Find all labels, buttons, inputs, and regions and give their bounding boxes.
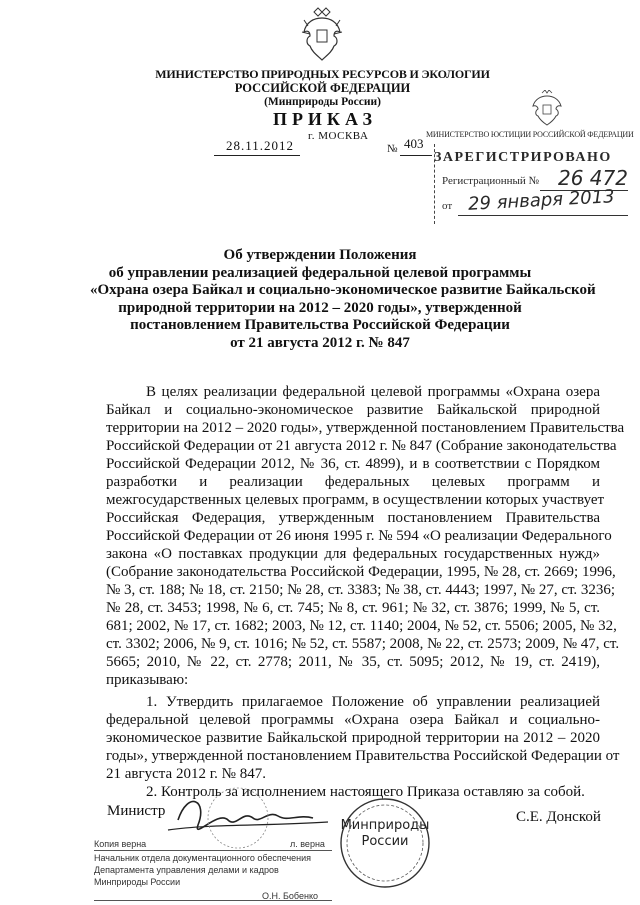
cert-copy-right: л. верна — [290, 839, 325, 849]
title-line: от 21 августа 2012 г. № 847 — [230, 334, 410, 351]
ministry-name-line1: МИНИСТЕРСТВО ПРИРОДНЫХ РЕСУРСОВ И ЭКОЛОГИИ — [155, 67, 490, 81]
stamp-ministry: МИНИСТЕРСТВО ЮСТИЦИИ РОССИЙСКОЙ ФЕДЕРАЦИИ — [426, 130, 634, 139]
stamp-date-underline — [458, 215, 628, 216]
cert-divider — [94, 850, 332, 851]
cert-copy-label: Копия верна — [94, 839, 147, 849]
body-line: 5665; 2010, № 22, ст. 2778; 2011, № 35, ст. 5095; 2012, № 19, ст. 2419), — [106, 654, 600, 670]
item1-line: федеральной целевой программы «Охрана озера Байкал и социально- — [106, 712, 600, 728]
cert-line: Департамента управления делами и кадров — [94, 865, 279, 875]
signer-position: Министр — [107, 803, 166, 819]
body-line: Российской Федерации 2012, № 36, ст. 4899), и в соответствии с Порядком — [106, 456, 600, 472]
order-number: 403 — [404, 136, 424, 151]
round-stamp-line2: России — [361, 834, 409, 849]
item1-line: экономическое развитие Байкальской природной территории на 2012 – 2020 — [106, 730, 600, 746]
cert-signer: О.Н. Бобенко — [262, 891, 318, 901]
body-line: (Собрание законодательства Российской Федерации, 1995, № 28, ст. 2669; 1996, — [106, 564, 616, 580]
order-city: г. МОСКВА — [308, 130, 369, 142]
body-line: ст. 3302; 2006, № 9, ст. 1016; № 52, ст. 5587; 2008, № 22, ст. 2573; 2009, № 47, ст. — [106, 636, 620, 652]
registration-stamp — [422, 84, 634, 234]
stamp-registered: ЗАРЕГИСТРИРОВАНО — [434, 150, 612, 165]
order-date: 28.11.2012 — [226, 138, 295, 153]
round-stamp-line1: Минприроды — [340, 818, 430, 833]
stamp-regno: 26 472 — [558, 166, 628, 190]
body-line: № 3, ст. 188; № 18, ст. 2150; № 28, ст. 3383; № 38, ст. 4443; 1997, № 27, ст. 3236; — [106, 582, 616, 598]
ministry-short-name: (Минприроды России) — [264, 96, 381, 108]
body-line: Российской Федерации от 21 августа 2012 г. № 847 (Собрание законодательства — [106, 438, 617, 454]
stamp-from-label: от — [442, 200, 453, 212]
body-line: разработки и реализации федеральных целевых программ и — [106, 474, 600, 490]
body-line: приказываю: — [106, 672, 189, 688]
item2-line: 2. Контроль за исполнением настоящего Приказа оставляю за собой. — [146, 784, 585, 800]
document-body — [106, 383, 625, 801]
body-line: межгосударственных целевых программ, в осуществлении которых участвует — [106, 492, 605, 508]
item1-line: 21 августа 2012 г. № 847. — [106, 766, 266, 782]
stamp-regno-label: Регистрационный № — [442, 175, 540, 187]
ministry-name-line2: РОССИЙСКОЙ ФЕДЕРАЦИИ — [234, 81, 411, 95]
body-line: Российская Федерация, утвержденным постановлением Правительства — [106, 510, 600, 526]
item1-line: 1. Утвердить прилагаемое Положение об управлении реализацией — [146, 694, 600, 710]
body-line: Российской Федерации от 26 июня 1995 г. № 594 «О реализации Федерального — [106, 528, 612, 544]
document-title — [90, 247, 596, 353]
number-label: № — [387, 143, 398, 155]
title-line: «Охрана озера Байкал и социально-экономическое развитие Байкальской — [90, 282, 596, 299]
date-underline — [214, 155, 300, 156]
body-line: Байкал и социально-экономическое развитие Байкальской природной — [106, 402, 600, 418]
title-line: постановлением Правительства Российской Федерации — [130, 317, 510, 334]
body-line: закона «О поставках продукции для федеральных государственных нужд» — [106, 546, 600, 562]
coat-of-arms-icon — [300, 6, 344, 62]
stamp-emblem-icon — [530, 90, 564, 126]
title-line: об управлении реализацией федеральной целевой программы — [108, 264, 532, 281]
cert-line: Минприроды России — [94, 877, 181, 887]
title-line: природной территории на 2012 – 2020 годы», утвержденной — [118, 299, 522, 316]
title-line: Об утверждении Положения — [223, 247, 417, 263]
item1-line: годы», утвержденной постановлением Правительства Российской Федерации от — [106, 748, 620, 764]
document-type: ПРИКАЗ — [272, 109, 378, 129]
body-line: № 28, ст. 3453; 1998, № 6, ст. 745; № 8, ст. 961; № 32, ст. 3876; 1999, № 5, ст. — [106, 600, 600, 616]
round-stamp-text — [338, 818, 432, 850]
signer-name: С.Е. Донской — [516, 809, 601, 825]
body-line: территории на 2012 – 2020 годы», утвержденной постановлением Правительства — [106, 420, 625, 436]
cert-line: Начальник отдела документационного обеспечения — [94, 853, 312, 863]
body-line: 681; 2002, № 17, ст. 1682; 2003, № 12, ст. 1140; 2004, № 52, ст. 5506; 2005, № 32, — [106, 618, 617, 634]
stamp-date: 29 января 2013 — [467, 186, 616, 215]
body-line: В целях реализации федеральной целевой программы «Охрана озера — [146, 384, 600, 400]
